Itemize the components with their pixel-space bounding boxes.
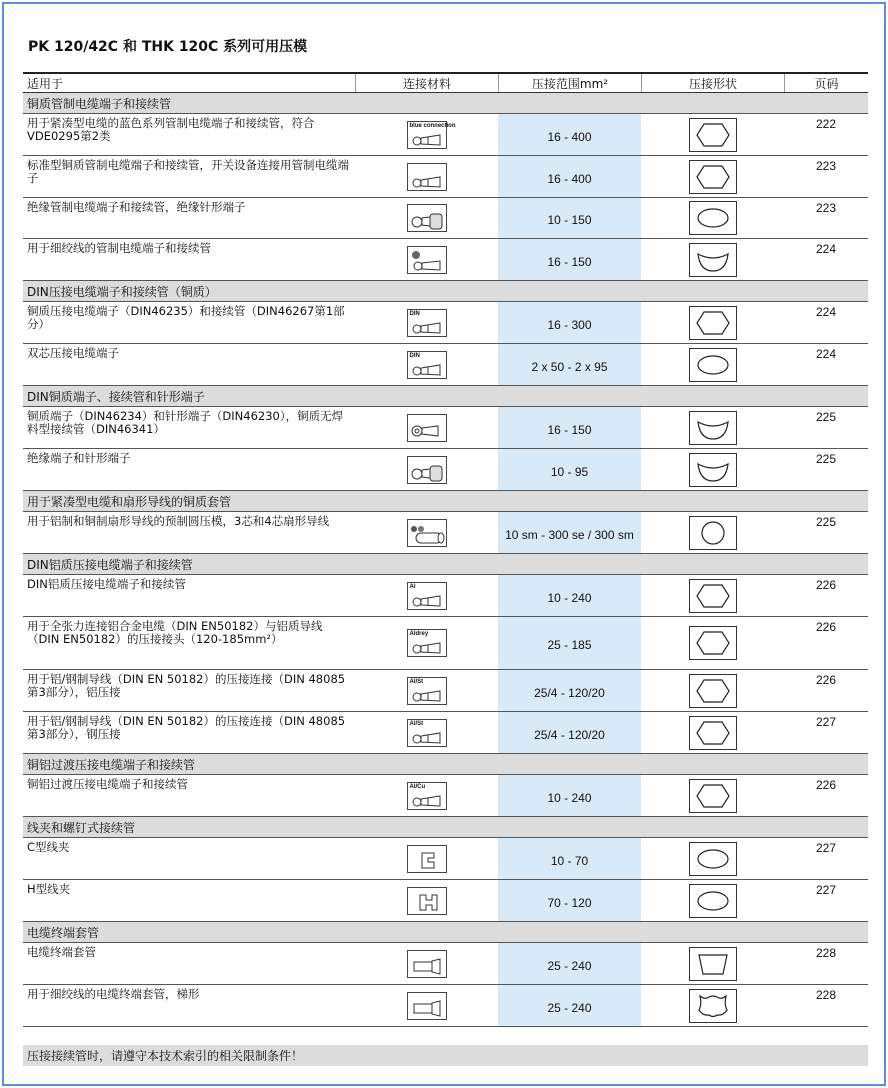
trapezoid-lobed-shape-icon	[689, 989, 737, 1023]
page-number: 224	[815, 305, 837, 319]
shape-cell	[641, 114, 784, 155]
material-cell	[355, 156, 498, 197]
table-header	[23, 72, 868, 93]
hexagon-shape-icon	[689, 716, 737, 750]
material-cell	[355, 344, 498, 385]
row-description: 标准型铜质管制电缆端子和接续管，开关设备连接用管制电缆端子	[27, 158, 349, 185]
page-number: 224	[815, 242, 837, 256]
section-header: DIN铜质端子、接续管和针形端子	[23, 386, 868, 407]
table-row	[23, 302, 868, 344]
sleeve-icon	[407, 519, 447, 547]
page-number: 228	[815, 946, 837, 960]
header-shape: 压接形状	[641, 74, 784, 92]
range-cell: 25 - 240	[498, 943, 641, 984]
shape-cell	[641, 344, 784, 385]
header-material: 连接材料	[355, 74, 498, 92]
page-number: 226	[815, 578, 837, 592]
lug-icon	[407, 309, 447, 337]
material-cell	[355, 198, 498, 238]
range-cell: 25 - 240	[498, 985, 641, 1026]
lug-icon	[407, 782, 447, 810]
table-row	[23, 449, 868, 491]
table-row	[23, 344, 868, 386]
material-tag: Al/Cu	[409, 783, 426, 790]
table-row	[23, 575, 868, 617]
row-description: 绝缘管制电缆端子和接续管，绝缘针形端子	[27, 200, 246, 214]
lug-icon	[407, 719, 447, 747]
table-row	[23, 943, 868, 985]
row-description: 绝缘端子和针形端子	[27, 451, 131, 465]
row-description: 用于细绞线的管制电缆端子和接续管	[27, 241, 211, 255]
shape-cell	[641, 575, 784, 616]
material-tag: DIN	[409, 310, 420, 317]
footer-note: 压接接续管时，请遵守本技术索引的相关限制条件！	[23, 1045, 868, 1066]
row-description: 用于铝/钢制导线（DIN EN 50182）的压接连接（DIN 48085第3部分），钢压接	[27, 714, 346, 741]
insulated-lug-icon	[407, 204, 447, 232]
crescent-shape-icon	[689, 453, 737, 487]
lug-icon	[407, 582, 447, 610]
hexagon-shape-icon	[689, 306, 737, 340]
range-cell: 10 sm - 300 se / 300 sm	[498, 512, 641, 553]
hexagon-shape-icon	[689, 674, 737, 708]
range-cell: 25/4 - 120/20	[498, 670, 641, 711]
page-number: 227	[815, 883, 837, 897]
oval-shape-icon	[689, 201, 737, 235]
shape-cell	[641, 985, 784, 1026]
circle-shape-icon	[689, 516, 737, 550]
range-cell: 10 - 240	[498, 575, 641, 616]
end-sleeve-icon	[407, 992, 447, 1020]
material-cell	[355, 617, 498, 669]
material-cell	[355, 880, 498, 921]
table-row	[23, 114, 868, 156]
material-cell	[355, 512, 498, 553]
range-cell: 25/4 - 120/20	[498, 712, 641, 753]
lug-icon	[407, 121, 456, 149]
shape-cell	[641, 198, 784, 238]
shape-cell	[641, 449, 784, 490]
c-clamp-icon	[407, 845, 447, 873]
material-cell	[355, 239, 498, 280]
page-number: 228	[815, 988, 837, 1002]
section-header: DIN铝质压接电缆端子和接续管	[23, 554, 868, 575]
shape-cell	[641, 156, 784, 197]
table-row	[23, 239, 868, 281]
page-number: 223	[815, 159, 837, 173]
range-cell: 10 - 240	[498, 775, 641, 816]
material-cell	[355, 302, 498, 343]
material-cell	[355, 775, 498, 816]
page-number: 226	[815, 673, 837, 687]
lug-icon	[407, 629, 447, 657]
fine-strand-lug-icon	[407, 246, 447, 274]
header-applies: 适用于	[27, 76, 64, 91]
table-row	[23, 712, 868, 754]
shape-cell	[641, 943, 784, 984]
range-cell: 16 - 150	[498, 239, 641, 280]
header-page: 页码	[784, 74, 868, 92]
shape-cell	[641, 838, 784, 879]
table-body	[23, 93, 868, 1027]
page-number: 225	[815, 452, 837, 466]
trapezoid-shape-icon	[689, 947, 737, 981]
row-description: C型线夹	[27, 840, 70, 854]
table-row	[23, 775, 868, 817]
hexagon-shape-icon	[689, 779, 737, 813]
oval-shape-icon	[689, 884, 737, 918]
crescent-shape-icon	[689, 243, 737, 277]
material-cell	[355, 712, 498, 753]
range-cell: 2 x 50 - 2 x 95	[498, 344, 641, 385]
oval-shape-icon	[689, 842, 737, 876]
lug-icon	[407, 163, 447, 191]
section-header: 铜质管制电缆端子和接续管	[23, 93, 868, 114]
table-row	[23, 670, 868, 712]
table-row	[23, 512, 868, 554]
hexagon-shape-icon	[689, 579, 737, 613]
shape-cell	[641, 512, 784, 553]
row-description: 用于铝/钢制导线（DIN EN 50182）的压接连接（DIN 48085第3部分），铝压接	[27, 672, 346, 699]
range-cell: 10 - 70	[498, 838, 641, 879]
range-cell: 25 - 185	[498, 617, 641, 669]
section-header: 电缆终端套管	[23, 922, 868, 943]
section-header: 铜铝过渡压接电缆端子和接续管	[23, 754, 868, 775]
row-description: H型线夹	[27, 882, 71, 896]
material-cell	[355, 670, 498, 711]
table-row	[23, 838, 868, 880]
ring-terminal-icon	[407, 414, 447, 442]
shape-cell	[641, 712, 784, 753]
page-number: 226	[815, 778, 837, 792]
range-cell: 16 - 400	[498, 114, 641, 155]
end-sleeve-icon	[407, 950, 447, 978]
lug-icon	[407, 677, 447, 705]
page-number: 224	[815, 347, 837, 361]
table-row	[23, 156, 868, 198]
hexagon-shape-icon	[689, 118, 737, 152]
material-tag: Aldrey	[409, 631, 429, 637]
row-description: 电缆终端套管	[27, 945, 96, 959]
shape-cell	[641, 239, 784, 280]
section-header: DIN压接电缆端子和接续管（铜质）	[23, 281, 868, 302]
shape-cell	[641, 302, 784, 343]
header-range: 压接范围mm²	[498, 74, 641, 92]
material-tag: blue connection	[409, 122, 456, 129]
material-cell	[355, 449, 498, 490]
material-cell	[355, 575, 498, 616]
page-number: 225	[815, 410, 837, 424]
range-cell: 16 - 150	[498, 407, 641, 448]
row-description: 双芯压接电缆端子	[27, 346, 119, 360]
table-row	[23, 407, 868, 449]
page-number: 227	[815, 841, 837, 855]
die-table	[23, 72, 868, 1027]
row-description: DIN铝质压接电缆端子和接续管	[27, 577, 186, 591]
material-tag: DIN	[409, 352, 420, 359]
hexagon-shape-icon	[689, 160, 737, 194]
row-description: 铜质压接电缆端子（DIN46235）和接续管（DIN46267第1部分）	[27, 304, 345, 331]
lug-icon	[407, 351, 447, 379]
section-header: 用于紧凑型电缆和扇形导线的铜质套管	[23, 491, 868, 512]
row-description: 铜质端子（DIN46234）和针形端子（DIN46230），铜质无焊料型接续管（DIN46341）	[27, 409, 344, 436]
range-cell: 10 - 150	[498, 198, 641, 238]
shape-cell	[641, 880, 784, 921]
material-tag: Al/St	[409, 678, 424, 685]
row-description: 用于全张力连接铝合金电缆（DIN EN50182）与铝质导线（DIN EN50182）的压接接头（120-185mm²）	[27, 619, 323, 646]
page-number: 226	[815, 620, 837, 634]
h-clamp-icon	[407, 887, 447, 915]
material-cell	[355, 114, 498, 155]
material-cell	[355, 943, 498, 984]
page-number: 227	[815, 715, 837, 729]
material-cell	[355, 838, 498, 879]
shape-cell	[641, 775, 784, 816]
range-cell: 16 - 400	[498, 156, 641, 197]
section-header: 线夹和螺钉式接续管	[23, 817, 868, 838]
row-description: 用于紧凑型电缆的蓝色系列管制电缆端子和接续管，符合VDE0295第2类	[27, 116, 315, 143]
table-row	[23, 617, 868, 670]
page-number: 225	[815, 515, 837, 529]
crescent-shape-icon	[689, 411, 737, 445]
row-description: 铜铝过渡压接电缆端子和接续管	[27, 777, 188, 791]
material-tag: Al	[409, 583, 416, 590]
range-cell: 70 - 120	[498, 880, 641, 921]
table-row	[23, 880, 868, 922]
oval-shape-icon	[689, 348, 737, 382]
material-cell	[355, 985, 498, 1026]
shape-cell	[641, 617, 784, 669]
row-description: 用于铝制和铜制扇形导线的预制圆压模，3芯和4芯扇形导线	[27, 514, 330, 528]
range-cell: 10 - 95	[498, 449, 641, 490]
range-cell: 16 - 300	[498, 302, 641, 343]
material-tag: Al/St	[409, 720, 424, 727]
shape-cell	[641, 670, 784, 711]
page-number: 222	[815, 117, 837, 131]
shape-cell	[641, 407, 784, 448]
insulated-terminal-icon	[407, 456, 447, 484]
row-description: 用于细绞线的电缆终端套管，梯形	[27, 987, 200, 1001]
table-row	[23, 985, 868, 1027]
material-cell	[355, 407, 498, 448]
page-title: PK 120/42C 和 THK 120C 系列可用压模	[28, 39, 308, 55]
table-row	[23, 198, 868, 239]
hexagon-shape-icon	[689, 626, 737, 660]
page-number: 223	[815, 201, 837, 215]
